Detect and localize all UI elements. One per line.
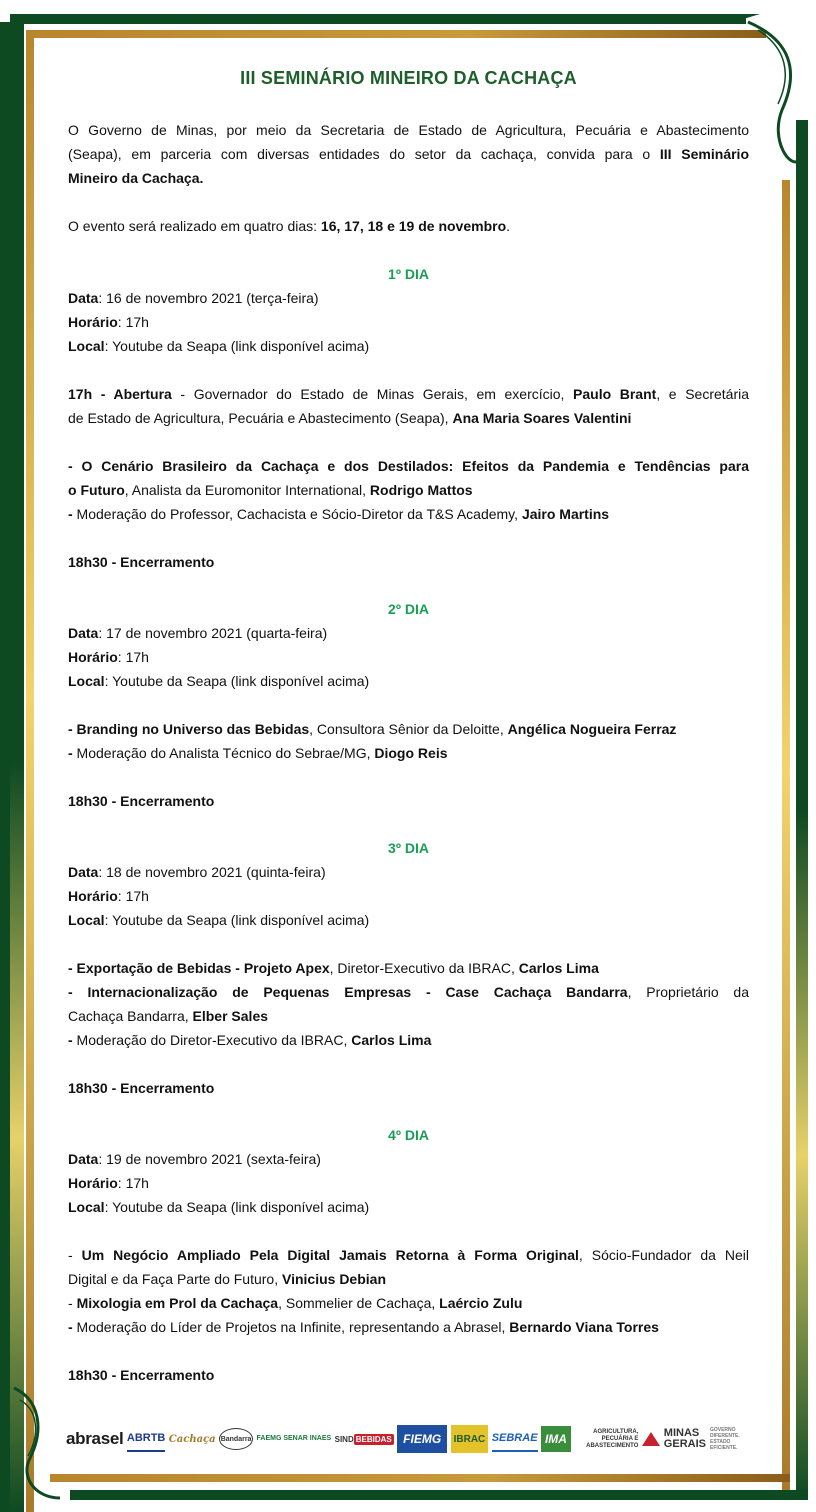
event-dates: O evento será realizado em quatro dias: 16, 17, 18 e 19 de novembro.	[68, 218, 511, 234]
minas-gerais-triangle-icon	[642, 1432, 660, 1446]
day1-talk-2: o Futuro, Analista da Euromonitor International, Rodrigo Mattos	[68, 482, 473, 498]
day4-talk-1: - Um Negócio Ampliado Pela Digital Jamais Retorna à Forma Original, Sócio-Fundador da Neil	[68, 1247, 749, 1263]
ibrac-logo: IBRAC	[451, 1425, 489, 1453]
ima-logo: IMA	[541, 1426, 571, 1452]
sindbebidas-logo: SIND BEBIDAS	[334, 1434, 392, 1444]
bandarra-logo: Bandarra	[219, 1428, 253, 1450]
day3-time: Horário: 17h	[68, 888, 149, 904]
agricultura-logo: AGRICULTURA, PECUÁRIA E ABASTECIMENTO	[586, 1428, 639, 1449]
day1-place: Local: Youtube da Seapa (link disponível acima)	[68, 338, 370, 354]
day3-date: Data: 18 de novembro 2021 (quinta-feira)	[68, 864, 326, 880]
day3-talk-2: - Internacionalização de Pequenas Empresas - Case Cachaça Bandarra, Proprietário da	[68, 984, 750, 1000]
faemg-senar-inaes-logo: FAEMG SENAR INAES	[256, 1435, 332, 1442]
day3-heading: 3º DIA	[388, 840, 429, 856]
day1-opening-1: 17h - Abertura - Governador do Estado de Minas Gerais, em exercício, Paulo Brant, e Secretária	[68, 386, 750, 402]
page-title: III SEMINÁRIO MINEIRO DA CACHAÇA	[240, 68, 577, 88]
abrasel-logo: abrasel	[66, 1429, 124, 1448]
day4-closing: 18h30 - Encerramento	[68, 1367, 215, 1383]
day2-time: Horário: 17h	[68, 649, 149, 665]
day1-moderation: - Moderação do Professor, Cachacista e Sócio-Diretor da T&S Academy, Jairo Martins	[68, 506, 610, 522]
intro-line-3: Mineiro da Cachaça.	[68, 170, 204, 186]
day2-moderation: - Moderação do Analista Técnico do Sebrae/MG, Diogo Reis	[68, 745, 448, 761]
day3-closing: 18h30 - Encerramento	[68, 1080, 215, 1096]
day2-closing: 18h30 - Encerramento	[68, 793, 215, 809]
day3-place: Local: Youtube da Seapa (link disponível acima)	[68, 912, 370, 928]
day1-opening-2: de Estado de Agricultura, Pecuária e Abastecimento (Seapa), Ana Maria Soares Valentini	[68, 410, 632, 426]
day1-closing: 18h30 - Encerramento	[68, 554, 215, 570]
minas-gerais-logo: MINAS GERAIS GOVERNO DIFERENTE. ESTADO EFICIENTE.	[642, 1427, 750, 1451]
day4-talk-2: - Mixologia em Prol da Cachaça, Sommelier de Cachaça, Laércio Zulu	[68, 1295, 523, 1311]
abrtb-logo: ABRTB	[127, 1426, 166, 1452]
day3-talk-2-cont: Cachaça Bandarra, Elber Sales	[68, 1008, 269, 1024]
fiemg-logo: FIEMG	[397, 1425, 447, 1453]
day4-heading: 4º DIA	[388, 1127, 429, 1143]
day1-talk-1: - O Cenário Brasileiro da Cachaça e dos Destilados: Efeitos da Pandemia e Tendências para	[68, 458, 749, 474]
day4-talk-1-cont: Digital e da Faça Parte do Futuro, Vinicius Debian	[68, 1271, 386, 1287]
day2-talk: - Branding no Universo das Bebidas, Consultora Sênior da Deloitte, Angélica Nogueira Ferraz	[68, 721, 677, 737]
day3-moderation: - Moderação do Diretor-Executivo da IBRAC, Carlos Lima	[68, 1032, 432, 1048]
intro-line-2: (Seapa), em parceria com diversas entidades do setor da cachaça, convida para o III Seminário	[68, 146, 749, 162]
day4-place: Local: Youtube da Seapa (link disponível acima)	[68, 1199, 370, 1215]
day4-moderation: - Moderação do Líder de Projetos na Infinite, representando a Abrasel, Bernardo Viana Torres	[68, 1319, 659, 1335]
day2-place: Local: Youtube da Seapa (link disponível acima)	[68, 673, 370, 689]
day4-date: Data: 19 de novembro 2021 (sexta-feira)	[68, 1151, 321, 1167]
day2-heading: 2º DIA	[388, 601, 429, 617]
sebrae-logo: SEBRAE	[492, 1426, 538, 1452]
day1-heading: 1º DIA	[388, 266, 429, 282]
sponsor-logos	[66, 1424, 750, 1454]
cachaca-logo: Cachaça	[168, 1433, 216, 1445]
day3-talk-1: - Exportação de Bebidas - Projeto Apex, Diretor-Executivo da IBRAC, Carlos Lima	[68, 960, 599, 976]
intro-line-1: O Governo de Minas, por meio da Secretaria de Estado de Agricultura, Pecuária e Abastecimento	[68, 122, 749, 138]
day4-time: Horário: 17h	[68, 1175, 149, 1191]
day1-date: Data: 16 de novembro 2021 (terça-feira)	[68, 290, 319, 306]
day2-date: Data: 17 de novembro 2021 (quarta-feira)	[68, 625, 328, 641]
day1-time: Horário: 17h	[68, 314, 149, 330]
